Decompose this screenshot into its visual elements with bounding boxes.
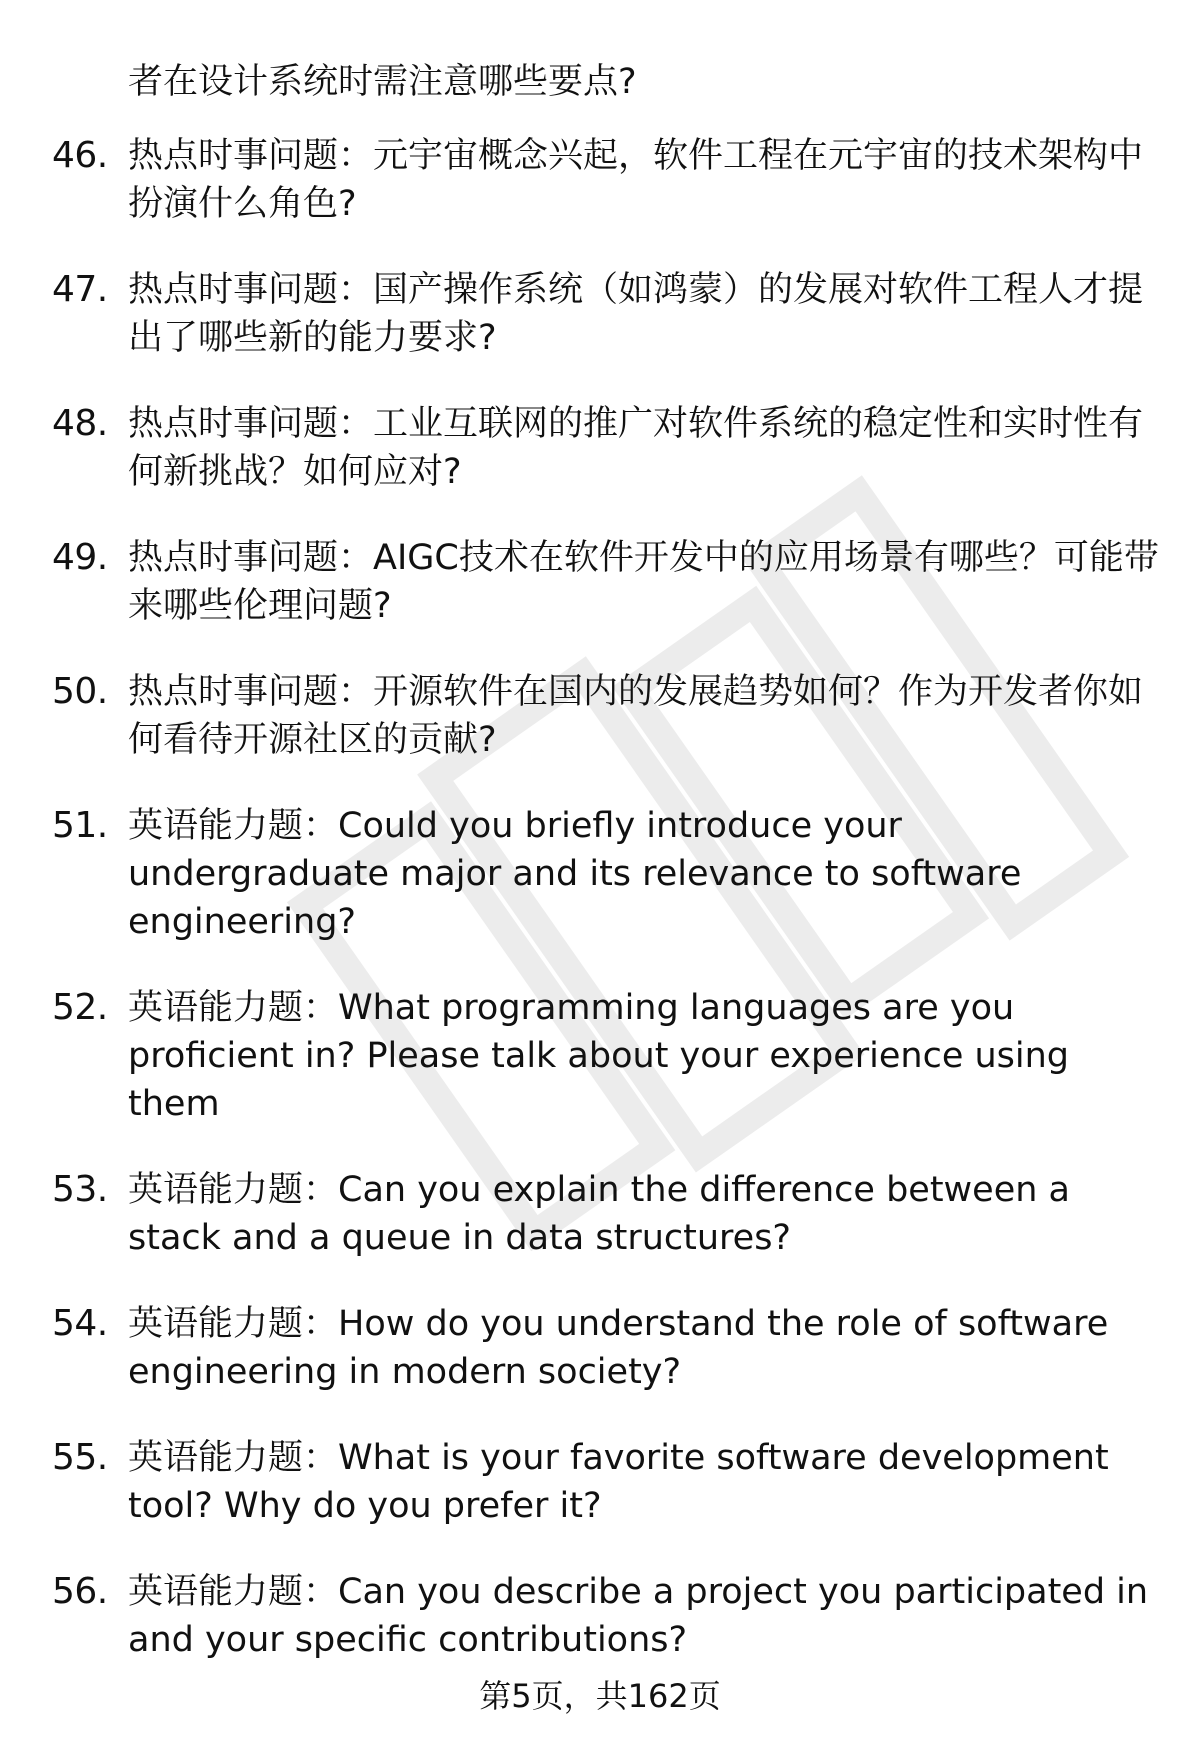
list-item — [52, 400, 1162, 496]
question-text: 热点时事问题：开源软件在国内的发展趋势如何？作为开发者你如何看待开源社区的贡献? — [128, 672, 1144, 760]
list-item — [52, 534, 1162, 630]
question-text: 英语能力题：What is your favorite software development tool? Why do you prefer it? — [128, 1438, 1109, 1526]
question-number: 49. — [52, 537, 108, 578]
question-number: 53. — [52, 1169, 108, 1210]
question-text: 热点时事问题：国产操作系统（如鸿蒙）的发展对软件工程人才提出了哪些新的能力要求? — [128, 270, 1144, 358]
question-number: 56. — [52, 1571, 108, 1612]
question-number: 50. — [52, 671, 108, 712]
list-item — [52, 802, 1162, 946]
list-item — [52, 1300, 1162, 1396]
question-number: 52. — [52, 987, 108, 1028]
question-number: 54. — [52, 1303, 108, 1344]
question-text: 英语能力题：How do you understand the role of software engineering in modern society? — [128, 1304, 1109, 1392]
question-text: 热点时事问题：AIGC技术在软件开发中的应用场景有哪些？可能带来哪些伦理问题? — [128, 538, 1159, 626]
list-item — [52, 1434, 1162, 1530]
question-text: 热点时事问题：元宇宙概念兴起，软件工程在元宇宙的技术架构中扮演什么角色? — [128, 136, 1144, 224]
question-text: 英语能力题：Can you explain the difference between a stack and a queue in data structures? — [128, 1170, 1070, 1258]
question-number: 47. — [52, 269, 108, 310]
question-number: 55. — [52, 1437, 108, 1478]
question-number: 51. — [52, 805, 108, 846]
list-item — [52, 266, 1162, 362]
question-number: 48. — [52, 403, 108, 444]
question-text: 者在设计系统时需注意哪些要点? — [128, 62, 637, 102]
question-list — [52, 58, 1162, 1702]
page-footer: 第5页，共162页 — [479, 1677, 721, 1715]
question-number: 46. — [52, 135, 108, 176]
list-item — [52, 984, 1162, 1128]
list-item — [52, 132, 1162, 228]
list-item — [52, 668, 1162, 764]
list-item — [52, 58, 1162, 106]
question-text: 英语能力题：Can you describe a project you participated in and your specific contributions? — [128, 1572, 1149, 1660]
question-text: 英语能力题：Could you briefly introduce your undergraduate major and its relevance to software engineering? — [128, 806, 1022, 942]
list-item — [52, 1166, 1162, 1262]
list-item — [52, 1568, 1162, 1664]
question-text: 英语能力题：What programming languages are you proficient in? Please talk about your experience using them — [128, 988, 1070, 1124]
question-text: 热点时事问题：工业互联网的推广对软件系统的稳定性和实时性有何新挑战？如何应对? — [128, 404, 1144, 492]
